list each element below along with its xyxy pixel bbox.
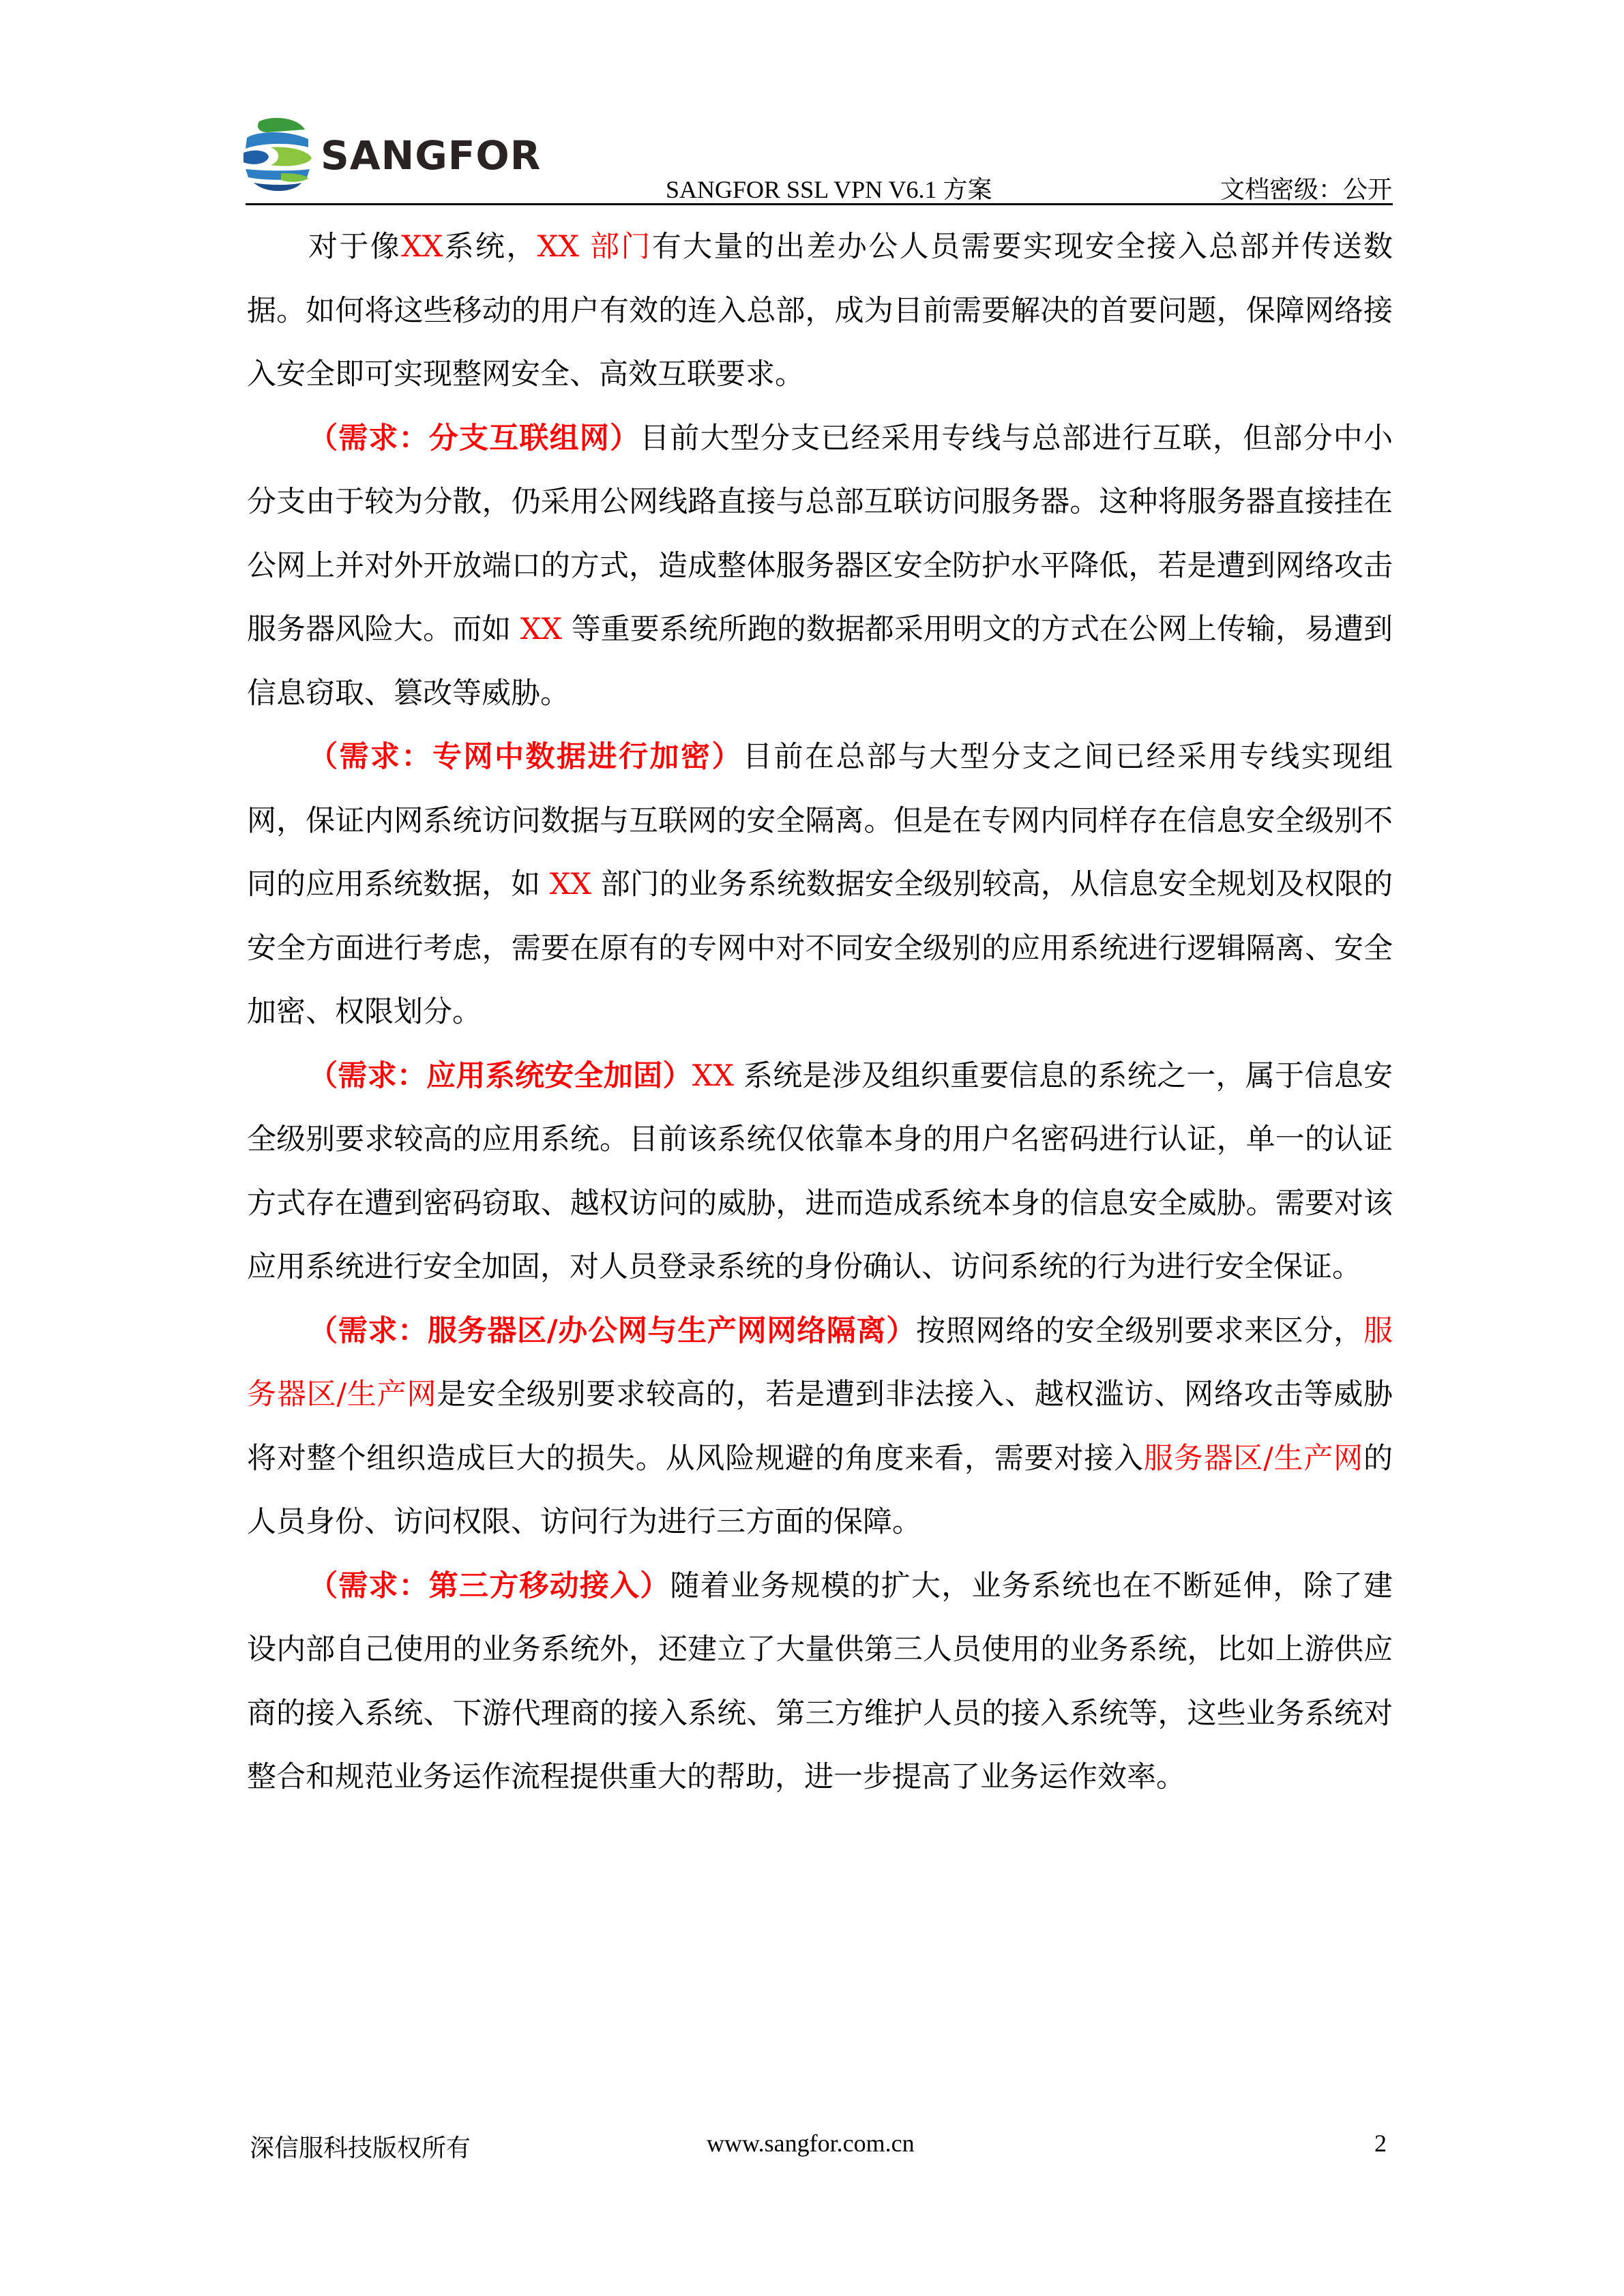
sangfor-logo (240, 115, 542, 198)
text-segment: 的人员身份、访问权限、访问行为进行三方面的保障。 (247, 1441, 1393, 1539)
text-segment: 系统， (443, 230, 537, 264)
text-segment: 系统是涉及组织重要信息的系统之一，属于信息安全级别要求较高的应用系统。目前该系统仅依靠本身的用户名密码进行认证，单一的认证方式存在遭到密码窃取、越权访问的威胁，进而造成系统本身的信息安全威胁。需要对该应用系统进行安全加固，对人员登录系统的身份确认、访问系统的行为进行安全保证。 (247, 1058, 1393, 1284)
text-segment: 按照网络的安全级别要求来区分， (916, 1313, 1363, 1348)
sangfor-globe-icon (240, 115, 315, 198)
highlight-server-zone: 服务器区/生产网 (247, 1313, 1393, 1412)
requirement-label: （需求：第三方移动接入） (308, 1568, 670, 1603)
document-classification: 文档密级：公开 (1220, 176, 1392, 203)
highlight-server-zone: 服务器区/生产网 (1143, 1441, 1363, 1476)
footer-copyright: 深信服科技版权所有 (250, 2134, 471, 2162)
text-segment: 对于像 (308, 230, 402, 264)
highlight-xx: XX (520, 612, 563, 646)
header-divider (246, 203, 1393, 205)
document-body (247, 215, 1393, 1810)
paragraph-network-isolation (247, 1300, 1393, 1555)
paragraph-branch-interconnect (247, 407, 1393, 726)
text-segment: 等重要系统所跑的数据都采用明文的方式在公网上传输，易遭到信息窃取、篡改等威胁。 (247, 612, 1393, 711)
paragraph-app-hardening (247, 1045, 1393, 1300)
text-segment: 目前大型分支已经采用专线与总部进行互联，但部分中小分支由于较为分散，仍采用公网线路直接与总部互联访问服务器。这种将服务器直接挂在公网上并对外开放端口的方式，造成整体服务器区安全防护水平降低，若是遭到网络攻击服务器风险大。而如 (247, 421, 1393, 646)
requirement-label: （需求：应用系统安全加固） (308, 1058, 692, 1093)
highlight-department: XX 部门 (537, 230, 652, 264)
text-segment: 有大量的出差办公人员需要实现安全接入总部并传送数据。如何将这些移动的用户有效的连入总部，成为目前需要解决的首要问题，保障网络接入安全即可实现整网安全、高效互联要求。 (247, 230, 1393, 391)
requirement-label: （需求：分支互联组网） (308, 421, 640, 456)
logo-wordmark: SANGFOR (321, 132, 542, 179)
paragraph-intro (247, 215, 1393, 407)
paragraph-third-party-access (247, 1555, 1393, 1810)
footer-website-link[interactable]: www.sangfor.com.cn (707, 2130, 915, 2157)
highlight-xx: XX (549, 867, 592, 901)
paragraph-private-network-encryption (247, 726, 1393, 1045)
requirement-label: （需求：专网中数据进行加密） (308, 740, 743, 774)
requirement-label: （需求：服务器区/办公网与生产网网络隔离） (308, 1313, 917, 1348)
text-segment: 部门的业务系统数据安全级别较高，从信息安全规划及权限的安全方面进行考虑，需要在原有的专网中对不同安全级别的应用系统进行逻辑隔离、安全加密、权限划分。 (247, 867, 1393, 1029)
document-title: SANGFOR SSL VPN V6.1 方案 (666, 176, 992, 203)
page-number: 2 (1374, 2130, 1387, 2157)
text-segment: 是安全级别要求较高的，若是遭到非法接入、越权滥访、网络攻击等威胁将对整个组织造成巨大的损失。从风险规避的角度来看，需要对接入 (247, 1377, 1393, 1476)
text-segment: 目前在总部与大型分支之间已经采用专线实现组网，保证内网系统访问数据与互联网的安全隔离。但是在专网内同样存在信息安全级别不同的应用系统数据，如 (247, 740, 1393, 901)
highlight-xx: XX (692, 1058, 734, 1093)
highlight-xx: XX (401, 230, 443, 264)
text-segment: 随着业务规模的扩大，业务系统也在不断延伸，除了建设内部自己使用的业务系统外，还建立了大量供第三人员使用的业务系统，比如上游供应商的接入系统、下游代理商的接入系统、第三方维护人员的接入系统等，这些业务系统对整合和规范业务运作流程提供重大的帮助，进一步提高了业务运作效率。 (247, 1568, 1393, 1794)
